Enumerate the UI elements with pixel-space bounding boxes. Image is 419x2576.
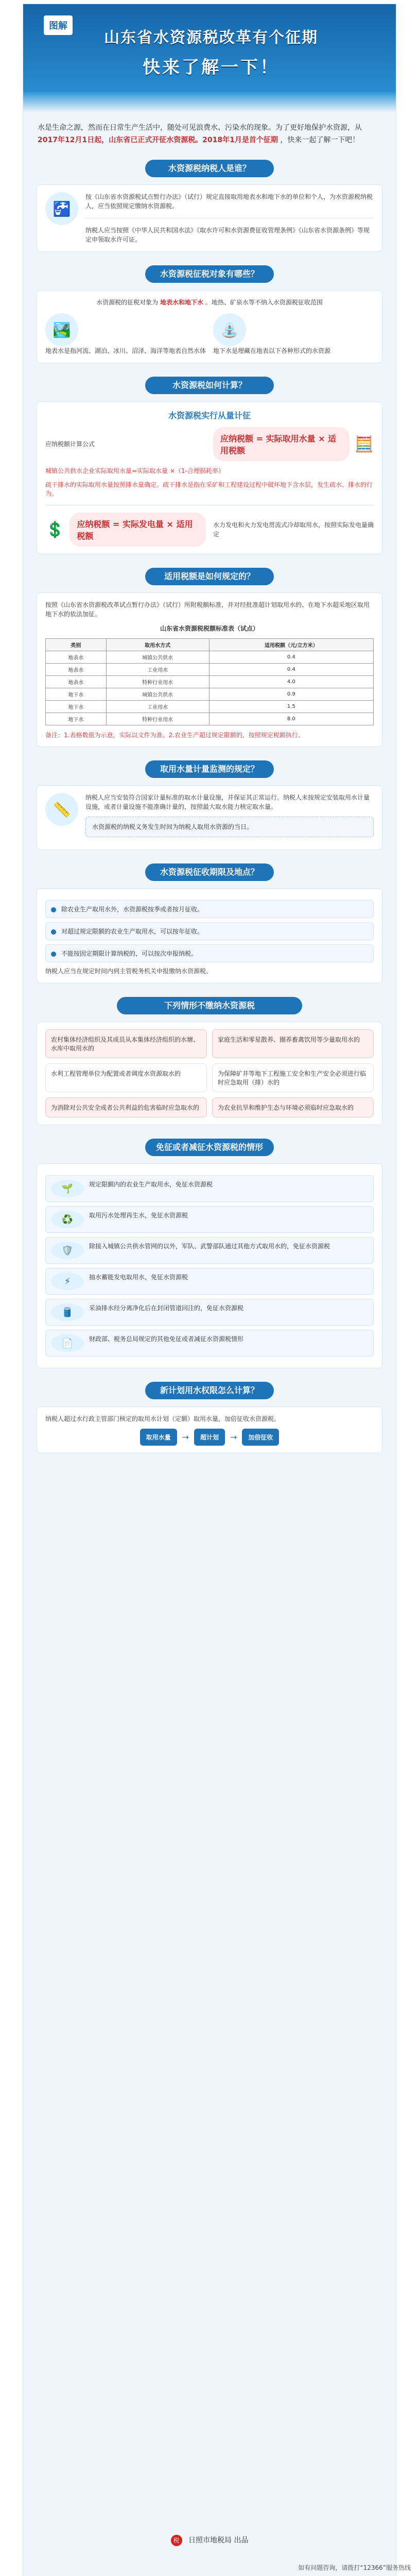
section-pill-exempt: 下列情形不缴纳水资源税 (117, 997, 302, 1014)
oil-icon: 🛢️ (51, 1303, 84, 1321)
reduction-item: 🛢️ 采油排水经分离净化后在封闭管道回注的，免征水资源税 (45, 1299, 374, 1326)
exempt-item: 家庭生活和零星散养、圈养畜禽饮用等少量取用水的 (212, 1029, 374, 1058)
money-icon: 💲 (45, 520, 65, 539)
surface-water-text: 地表水是指河流、湖泊、冰川、沼泽、海洋等地表自然水体 (45, 347, 206, 354)
intro-text-2: ，快来一起了解一下吧！ (280, 136, 360, 144)
bullet-icon (51, 929, 56, 935)
infographic-frame (23, 4, 396, 2576)
document-icon: 📄 (51, 1334, 84, 1352)
calc-note-2: 疏干排水的实际取用水量按照排水量确定。疏干排水是指在采矿和工程建设过程中破坏地下含水层，发生疏水、排水的行为。 (45, 481, 373, 497)
taxpayer-p1: 按《山东省水资源税试点暂行办法》（试行）规定直接取用地表水和地下水的单位和个人，为水资源税纳税人，应当依照规定缴纳水资源税。 (85, 193, 373, 210)
section-pill-objects: 水资源税征税对象有哪些？ (145, 265, 274, 283)
table-row: 地表水 城镇公共供水 0.4 (46, 651, 374, 664)
exempt-item: 为保障矿井等地下工程施工安全和生产安全必须进行临时应急取用（排）水的 (212, 1063, 374, 1092)
faucet-icon: 🚰 (45, 192, 78, 225)
intro-text-1: 水是生命之源，然而在日常生产生活中，随处可见浪费水、污染水的现象。为了更好地保护水资源，从 (38, 124, 362, 132)
taxpayer-p2: 纳税人应当按照《中华人民共和国水法》《取水许可和水资源费征收管理条例》《山东省水资源条例》等规定申领取水许可证。 (85, 227, 370, 243)
objects-highlight: 地表水和地下水 (160, 299, 203, 306)
arrow-right-icon: → (182, 1432, 189, 1442)
reduction-card (37, 1163, 382, 1368)
hydro-formula (45, 513, 206, 547)
ground-water-text: 地下水是埋藏在地表以下各种形式的水资源 (213, 347, 331, 354)
table-row: 地下水 特种行业用水 8.0 (46, 713, 374, 725)
section-pill-measurement: 取用水量计量监测的规定？ (145, 760, 274, 778)
hydro-note: 水力发电和火力发电贯流式冷却取用水，按照实际发电量确定 (213, 521, 374, 538)
calculator-icon: 🧮 (354, 435, 374, 453)
measurement-card (37, 785, 382, 850)
collection-item: 对超过规定限额的农业生产取用水，可以按年征收。 (45, 922, 374, 940)
banner-wave (23, 92, 396, 112)
table-header: 取用水方式 (106, 639, 209, 651)
arrow-right-icon: → (230, 1432, 237, 1442)
table-row: 地下水 工业用水 1.5 (46, 701, 374, 713)
reduction-item: 🌱 规定限额内的农业生产取用水，免征水资源税 (45, 1175, 374, 1202)
objects-tail: 。地热、矿泉水等不纳入水资源税征收范围 (205, 299, 323, 306)
taxpayer-card (37, 184, 382, 252)
table-row: 地下水 城镇公共供水 0.9 (46, 688, 374, 701)
reduction-item: ♻️ 取用污水处理再生水，免征水资源税 (45, 1206, 374, 1233)
calc-formula-text: 应纳税额 = 实际取用水量 × 适用税额 (213, 427, 350, 461)
bullet-icon (51, 907, 56, 912)
table-header: 类别 (46, 639, 107, 651)
table-row: 地表水 特种行业用水 4.0 (46, 676, 374, 688)
rates-table (45, 638, 374, 725)
plan-card (37, 1406, 382, 1453)
diagram-box: 加倍征收 (242, 1429, 279, 1446)
hotline: 如有问题咨询，请拨打“12366”服务热线 (298, 2564, 411, 2571)
calc-formula (213, 427, 374, 461)
exempt-item: 为农业抗旱和维护生态与环境必须临时应急取水的 (212, 1097, 374, 1117)
river-icon: 🏞️ (45, 313, 78, 346)
calc-formula-label: 应纳税额计算公式 (45, 440, 95, 448)
banner-badge: 图解 (44, 15, 73, 35)
banner-subtitle: 快来了解一下！ (143, 57, 280, 78)
exempt-item: 为消除对公共安全或者公共利益的危害临时应急取水的 (45, 1097, 207, 1117)
exempt-item: 水利工程管理单位为配置或者调度水资源取水的 (45, 1063, 207, 1092)
intro (38, 122, 381, 146)
plant-icon: 🌱 (51, 1180, 84, 1197)
objects-lead: 水资源税的征税对象为 (96, 299, 159, 306)
collection-after: 纳税人应当在规定时间内到主管税务机关申报缴纳水资源税。 (45, 968, 213, 975)
rates-table-title: 山东省水资源税税额标准表（试点） (160, 625, 259, 632)
hydro-formula-text: 应纳税额 = 实际发电量 × 适用税额 (69, 513, 206, 547)
shield-icon: 🛡️ (51, 1242, 84, 1259)
section-pill-plan: 新计划用水权限怎么计算？ (145, 1382, 274, 1399)
calculation-card (37, 401, 382, 554)
diagram-box: 取用水量 (140, 1429, 177, 1446)
section-pill-collection: 水资源税征收期限及地点？ (145, 863, 274, 881)
collection-item: 不能按固定期限计算纳税的，可以按次申报纳税。 (45, 944, 374, 962)
intro-highlight: 2017年12月1日起，山东省已正式开征水资源税。2018年1月是首个征期 (38, 136, 278, 144)
section-pill-reduction: 免征或者减征水资源税的情形 (145, 1139, 274, 1156)
section-pill-calculation: 水资源税如何计算？ (145, 377, 274, 394)
plan-p1: 纳税人超过水行政主管部门核定的取用水计划（定额）取用水量，加倍征收水资源税。 (45, 1415, 281, 1422)
exempt-card (37, 1022, 382, 1125)
recycle-icon: ♻️ (51, 1211, 84, 1228)
rates-note: 备注：1.表格数值为示意，实际以文件为准。2.农业生产超过规定限额的，按照规定税额执行。 (45, 732, 304, 739)
plan-diagram (45, 1429, 374, 1446)
exempt-item: 农村集体经济组织及其成员从本集体经济组织的水塘、水库中取用水的 (45, 1029, 207, 1058)
tax-logo-icon: 税 (171, 2535, 182, 2546)
calc-subtitle: 水资源税实行从量计征 (168, 411, 251, 420)
exempt-grid (45, 1029, 374, 1117)
section-pill-rates: 适用税额是如何规定的？ (145, 568, 274, 585)
diagram-box: 超计划 (194, 1429, 225, 1446)
banner-title: 山东省水资源税改革有个征期 (104, 29, 318, 47)
objects-card (37, 290, 382, 363)
table-row: 地表水 工业用水 0.4 (46, 664, 374, 676)
calc-note-1: 城镇公共供水企业实际取用水量=实际取水量 ×（1-合理损耗率） (45, 467, 224, 474)
rates-card (37, 592, 382, 747)
rates-p1: 按照《山东省水资源税改革试点暂行办法》（试行）所附税额标准，并对经批准超计划取用水的、在地下水超采地区取用地下水的依法加征。 (45, 601, 370, 618)
underground-water-icon: ⛲ (213, 313, 246, 346)
reduction-item: ⚡ 抽水蓄能发电取用水，免征水资源税 (45, 1268, 374, 1295)
reduction-item: 🛡️ 除接入城镇公共供水管网的以外，军队、武警部队通过其他方式取用水的，免征水资源税 (45, 1237, 374, 1264)
collection-item: 除农业生产取用水外，水资源税按季或者按月征收。 (45, 900, 374, 918)
footer-org: 日照市地税局 出品 (188, 2536, 249, 2545)
bullet-icon (51, 952, 56, 957)
section-pill-taxpayer: 水资源税纳税人是谁？ (145, 160, 274, 177)
banner (23, 4, 396, 112)
table-header: 适用税额（元/立方米） (209, 639, 373, 651)
reduction-item: 📄 财政部、税务总局规定的其他免征或者减征水资源税情形 (45, 1330, 374, 1357)
collection-card (37, 888, 382, 984)
measurement-p1: 纳税人应当安装符合国家计量标准的取水计量设施，并保证其正常运行。纳税人未按规定安装取用水计量设施，或者计量设施不能准确计量的，按照最大取水能力核定取水量。 (85, 794, 370, 810)
footer (23, 2535, 396, 2546)
objects-lead-line (45, 298, 374, 307)
measurement-p2: 水资源税的纳税义务发生时间为纳税人取用水资源的当日。 (85, 817, 374, 837)
power-icon: ⚡ (51, 1273, 84, 1290)
meter-icon: 📏 (45, 793, 78, 826)
